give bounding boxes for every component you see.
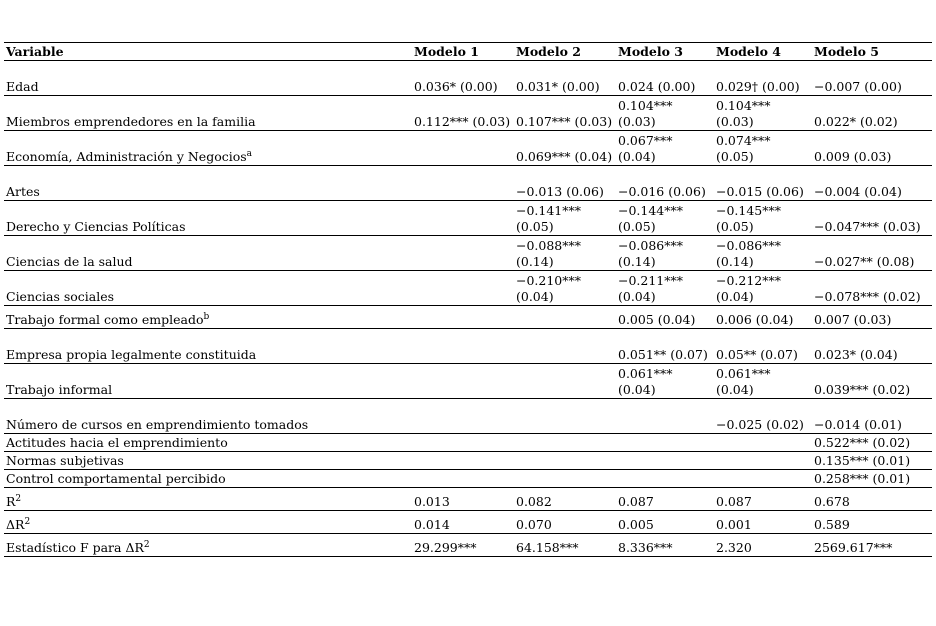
model-3-value: −0.144*** (0.05) bbox=[618, 203, 684, 234]
model-2-value bbox=[514, 452, 616, 470]
model-5-value: 2569.617*** bbox=[814, 540, 893, 555]
variable-label-text: Trabajo informal bbox=[6, 382, 113, 397]
variable-label bbox=[4, 271, 412, 306]
model-4-value: −0.086*** (0.14) bbox=[716, 238, 782, 269]
model-1-value bbox=[412, 201, 514, 236]
model-3-value: −0.086*** (0.14) bbox=[618, 238, 684, 269]
table-row bbox=[4, 166, 932, 201]
model-1-value: 0.014 bbox=[414, 517, 450, 532]
model-5-value: 0.258*** (0.01) bbox=[814, 471, 911, 486]
model-5-value: 0.135*** (0.01) bbox=[814, 453, 911, 468]
model-2-value: −0.141*** (0.05) bbox=[516, 203, 582, 234]
model-5-value: 0.007 (0.03) bbox=[814, 312, 892, 327]
model-3-value bbox=[616, 452, 714, 470]
model-5-value: −0.027** (0.08) bbox=[814, 254, 915, 269]
variable-label-superscript: 2 bbox=[15, 493, 22, 504]
model-1-value bbox=[412, 166, 514, 201]
table-body bbox=[4, 61, 932, 557]
header-model-1: Modelo 1 bbox=[414, 44, 480, 59]
variable-label bbox=[4, 488, 412, 511]
table-row bbox=[4, 329, 932, 364]
model-5-value: 0.678 bbox=[814, 494, 850, 509]
model-4-value bbox=[714, 470, 812, 488]
model-1-value bbox=[412, 470, 514, 488]
model-3-value: 0.005 (0.04) bbox=[618, 312, 696, 327]
model-3-value: −0.211*** (0.04) bbox=[618, 273, 684, 304]
variable-label-superscript: b bbox=[203, 311, 210, 322]
variable-label bbox=[4, 364, 412, 399]
model-3-value bbox=[616, 470, 714, 488]
model-2-value: −0.210*** (0.04) bbox=[516, 273, 582, 304]
model-2-value bbox=[514, 364, 616, 399]
model-2-value bbox=[514, 434, 616, 452]
table-row bbox=[4, 131, 932, 166]
model-1-value: 29.299*** bbox=[414, 540, 477, 555]
model-4-value: −0.015 (0.06) bbox=[716, 184, 804, 199]
variable-label-text: Miembros emprendedores en la familia bbox=[6, 114, 256, 129]
model-2-value: −0.013 (0.06) bbox=[516, 184, 604, 199]
table-row bbox=[4, 399, 932, 434]
variable-label bbox=[4, 399, 412, 434]
model-1-value bbox=[412, 329, 514, 364]
model-1-value: 0.112*** (0.03) bbox=[414, 114, 511, 129]
model-1-value bbox=[412, 131, 514, 166]
model-4-value bbox=[714, 434, 812, 452]
variable-label-text: Ciencias sociales bbox=[6, 289, 115, 304]
model-4-value: 0.074*** (0.05) bbox=[716, 133, 771, 164]
variable-label bbox=[4, 61, 412, 96]
model-4-value: 0.05** (0.07) bbox=[716, 347, 798, 362]
table-row bbox=[4, 271, 932, 306]
variable-label-text: Normas subjetivas bbox=[6, 453, 124, 468]
table-row bbox=[4, 488, 932, 511]
model-1-value bbox=[412, 271, 514, 306]
variable-label bbox=[4, 511, 412, 534]
model-4-value: 0.001 bbox=[716, 517, 752, 532]
table-row bbox=[4, 236, 932, 271]
table-row bbox=[4, 511, 932, 534]
header-model-4: Modelo 4 bbox=[716, 44, 782, 59]
model-5-value: 0.589 bbox=[814, 517, 850, 532]
model-3-value: 0.067*** (0.04) bbox=[618, 133, 673, 164]
model-2-value: 0.070 bbox=[516, 517, 552, 532]
header-row bbox=[4, 43, 932, 61]
model-5-value: 0.522*** (0.02) bbox=[814, 435, 911, 450]
model-4-value bbox=[714, 452, 812, 470]
model-1-value bbox=[412, 452, 514, 470]
table-row bbox=[4, 452, 932, 470]
model-2-value bbox=[514, 399, 616, 434]
variable-label-superscript: 2 bbox=[143, 539, 150, 550]
variable-label-text: Empresa propia legalmente constituida bbox=[6, 347, 257, 362]
variable-label bbox=[4, 166, 412, 201]
model-2-value: −0.088*** (0.14) bbox=[516, 238, 582, 269]
header-model-2: Modelo 2 bbox=[516, 44, 582, 59]
variable-label bbox=[4, 236, 412, 271]
variable-label bbox=[4, 329, 412, 364]
model-3-value: 0.024 (0.00) bbox=[618, 79, 696, 94]
model-1-value bbox=[412, 306, 514, 329]
model-5-value: −0.007 (0.00) bbox=[814, 79, 902, 94]
model-1-value bbox=[412, 364, 514, 399]
model-3-value bbox=[616, 434, 714, 452]
header-model-3: Modelo 3 bbox=[618, 44, 684, 59]
model-4-value: 2.320 bbox=[716, 540, 752, 555]
variable-label-superscript: a bbox=[246, 148, 253, 159]
model-5-value: 0.009 (0.03) bbox=[814, 149, 892, 164]
model-2-value bbox=[514, 470, 616, 488]
model-2-value: 0.069*** (0.04) bbox=[516, 149, 613, 164]
model-4-value: 0.029† (0.00) bbox=[716, 79, 800, 94]
table-row bbox=[4, 96, 932, 131]
model-5-value: 0.039*** (0.02) bbox=[814, 382, 911, 397]
regression-table bbox=[4, 42, 932, 557]
model-1-value bbox=[412, 236, 514, 271]
model-5-value: 0.022* (0.02) bbox=[814, 114, 898, 129]
variable-label-text: Derecho y Ciencias Políticas bbox=[6, 219, 186, 234]
model-1-value bbox=[412, 399, 514, 434]
model-1-value bbox=[412, 434, 514, 452]
model-3-value bbox=[616, 399, 714, 434]
table-row bbox=[4, 61, 932, 96]
model-3-value: 0.104*** (0.03) bbox=[618, 98, 673, 129]
variable-label-text: Edad bbox=[6, 79, 39, 94]
model-5-value: 0.023* (0.04) bbox=[814, 347, 898, 362]
model-2-value: 0.082 bbox=[516, 494, 552, 509]
variable-label bbox=[4, 470, 412, 488]
table-row bbox=[4, 364, 932, 399]
variable-label bbox=[4, 434, 412, 452]
model-3-value: 8.336*** bbox=[618, 540, 673, 555]
model-5-value: −0.047*** (0.03) bbox=[814, 219, 921, 234]
variable-label-text: Número de cursos en emprendimiento tomados bbox=[6, 417, 309, 432]
model-2-value bbox=[514, 329, 616, 364]
model-1-value: 0.013 bbox=[414, 494, 450, 509]
model-4-value: −0.212*** (0.04) bbox=[716, 273, 782, 304]
variable-label bbox=[4, 306, 412, 329]
model-4-value: −0.145*** (0.05) bbox=[716, 203, 782, 234]
model-4-value: 0.104*** (0.03) bbox=[716, 98, 771, 129]
variable-label-text: Control comportamental percibido bbox=[6, 471, 226, 486]
model-2-value: 0.031* (0.00) bbox=[516, 79, 600, 94]
table-row bbox=[4, 434, 932, 452]
header-model-5: Modelo 5 bbox=[814, 44, 880, 59]
model-2-value: 0.107*** (0.03) bbox=[516, 114, 613, 129]
header-variable: Variable bbox=[6, 44, 64, 59]
variable-label bbox=[4, 201, 412, 236]
model-3-value: 0.051** (0.07) bbox=[618, 347, 708, 362]
model-4-value: 0.006 (0.04) bbox=[716, 312, 794, 327]
variable-label bbox=[4, 452, 412, 470]
variable-label bbox=[4, 96, 412, 131]
variable-label-text: Artes bbox=[6, 184, 40, 199]
table-row bbox=[4, 534, 932, 557]
model-5-value: −0.004 (0.04) bbox=[814, 184, 902, 199]
model-2-value: 64.158*** bbox=[516, 540, 579, 555]
model-3-value: 0.061*** (0.04) bbox=[618, 366, 673, 397]
variable-label-text: ΔR bbox=[6, 517, 25, 532]
variable-label-text: Economía, Administración y Negocios bbox=[6, 149, 247, 164]
variable-label-superscript: 2 bbox=[24, 516, 31, 527]
model-4-value: −0.025 (0.02) bbox=[716, 417, 804, 432]
model-5-value: −0.014 (0.01) bbox=[814, 417, 902, 432]
model-3-value: −0.016 (0.06) bbox=[618, 184, 706, 199]
model-4-value: 0.061*** (0.04) bbox=[716, 366, 771, 397]
variable-label-text: Actitudes hacia el emprendimiento bbox=[6, 435, 228, 450]
table-row bbox=[4, 306, 932, 329]
model-3-value: 0.087 bbox=[618, 494, 654, 509]
variable-label bbox=[4, 534, 412, 557]
variable-label-text: Ciencias de la salud bbox=[6, 254, 133, 269]
variable-label bbox=[4, 131, 412, 166]
model-2-value bbox=[514, 306, 616, 329]
model-3-value: 0.005 bbox=[618, 517, 654, 532]
variable-label-text: Estadístico F para ΔR bbox=[6, 540, 144, 555]
model-1-value: 0.036* (0.00) bbox=[414, 79, 498, 94]
model-4-value: 0.087 bbox=[716, 494, 752, 509]
variable-label-text: Trabajo formal como empleado bbox=[6, 312, 204, 327]
model-5-value: −0.078*** (0.02) bbox=[814, 289, 921, 304]
table-row bbox=[4, 470, 932, 488]
variable-label-text: R bbox=[6, 494, 16, 509]
table-row bbox=[4, 201, 932, 236]
